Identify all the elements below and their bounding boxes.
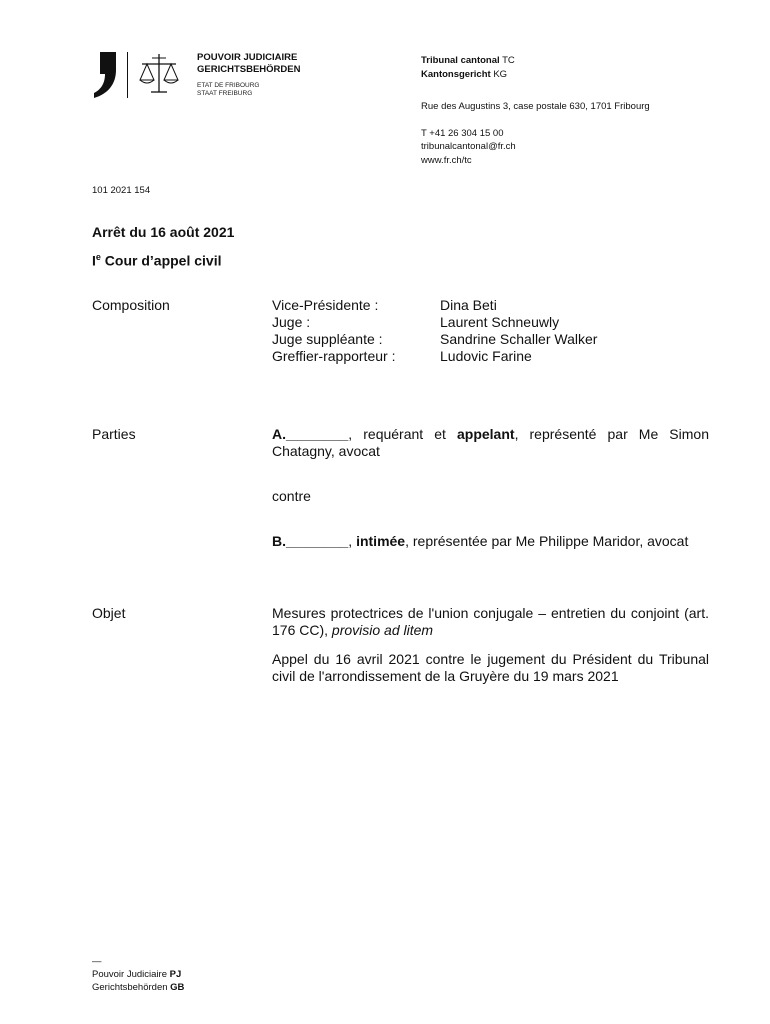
- court-address: Rue des Augustins 3, case postale 630, 1701 Fribourg: [421, 101, 650, 112]
- footer-line1: Pouvoir Judiciaire PJ: [92, 969, 182, 980]
- org-line2: GERICHTSBEHÖRDEN: [197, 64, 301, 75]
- org-sub: [197, 82, 259, 98]
- composition-label: Composition: [92, 297, 170, 313]
- scales-of-justice-icon: [138, 52, 180, 98]
- court-de: Kantonsgericht KG: [421, 68, 508, 80]
- member-role: Juge suppléante :: [272, 331, 383, 347]
- composition-row: [272, 297, 672, 314]
- member-role: Greffier-rapporteur :: [272, 348, 396, 364]
- court-fr: Tribunal cantonal TC: [421, 55, 515, 66]
- composition-row: [272, 331, 672, 348]
- page-title: Arrêt du 16 août 2021: [92, 224, 235, 240]
- org-line1: POUVOIR JUDICIAIRE: [197, 52, 298, 63]
- org-name: [197, 52, 300, 76]
- court-web[interactable]: www.fr.ch/tc: [421, 154, 472, 166]
- party-a: A.________, requérant et appelant, représenté par Me Simon Chatagny, avocat: [272, 426, 709, 459]
- contre-text: contre: [272, 488, 311, 504]
- member-name: Sandrine Schaller Walker: [440, 331, 598, 347]
- member-role: Vice-Présidente :: [272, 297, 379, 313]
- footer-line2: Gerichtsbehörden GB: [92, 982, 185, 993]
- footer-dash: —: [92, 956, 102, 967]
- logo-divider: [127, 52, 128, 98]
- court-phone: T +41 26 304 15 00: [421, 127, 504, 139]
- composition-row: [272, 314, 672, 331]
- court-contact: [421, 54, 650, 167]
- member-name: Ludovic Farine: [440, 348, 532, 364]
- pouvoir-judiciaire-logo: [92, 52, 116, 98]
- party-b: B.________, intimée, représentée par Me Philippe Maridor, avocat: [272, 533, 689, 549]
- footer: [92, 955, 184, 994]
- org-sub2: STAAT FREIBURG: [197, 90, 253, 97]
- member-name: Laurent Schneuwly: [440, 314, 560, 330]
- member-name: Dina Beti: [440, 297, 497, 313]
- parties-label: Parties: [92, 426, 136, 442]
- court-email[interactable]: tribunalcantonal@fr.ch: [421, 141, 516, 152]
- court-section: Ie Cour d’appel civil: [92, 252, 222, 269]
- objet-label: Objet: [92, 605, 126, 621]
- case-number: 101 2021 154: [92, 185, 151, 196]
- org-sub1: ETAT DE FRIBOURG: [197, 82, 260, 89]
- objet-para2: Appel du 16 avril 2021 contre le jugement du Président du Tribunal civil de l'arrondissement de la Gruyère du 19 mars 2021: [272, 651, 709, 684]
- member-role: Juge :: [272, 314, 311, 330]
- objet-para1: Mesures protectrices de l'union conjugale – entretien du conjoint (art. 176 CC), provisio ad litem: [272, 605, 709, 638]
- composition-row: [272, 348, 672, 365]
